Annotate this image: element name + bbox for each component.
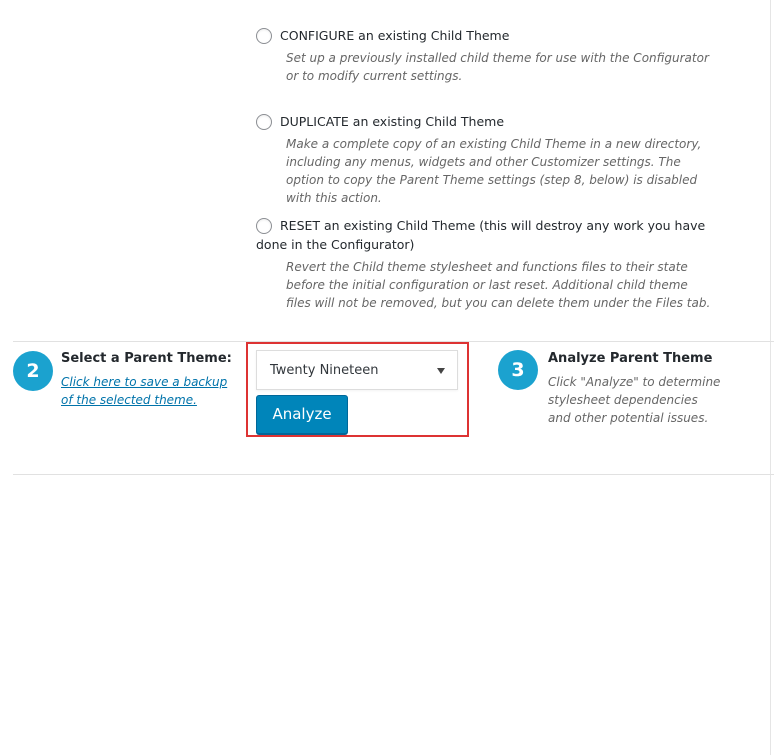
step-3-badge: 3 <box>498 350 538 390</box>
parent-theme-select-value: Twenty Nineteen <box>270 363 379 378</box>
reset-title: RESET an existing Child Theme (this will destroy any work you have done in the Configurator) <box>256 218 706 252</box>
parent-theme-select[interactable] <box>256 350 458 390</box>
configure-title: CONFIGURE an existing Child Theme <box>280 28 510 43</box>
caret-down-icon <box>437 368 445 374</box>
step-2-title: Select a Parent Theme: <box>61 351 232 366</box>
duplicate-title: DUPLICATE an existing Child Theme <box>280 114 505 129</box>
backup-theme-link[interactable]: Click here to save a backup of the selected theme. <box>61 375 228 407</box>
reset-description: Revert the Child theme stylesheet and functions files to their state before the initial configuration or last reset. Additional child theme files will not be removed, but you can delete them under the Files tab. <box>286 260 711 310</box>
option-reset[interactable] <box>256 218 714 312</box>
step-3-title: Analyze Parent Theme <box>548 351 713 366</box>
step-2-badge: 2 <box>13 351 53 391</box>
option-duplicate[interactable] <box>256 114 714 207</box>
section-divider-bottom <box>13 474 774 475</box>
analyze-button[interactable]: Analyze <box>256 395 348 434</box>
option-configure[interactable] <box>256 28 714 85</box>
duplicate-description: Make a complete copy of an existing Child Theme in a new directory, including any menus, widgets and other Customizer settings. The option to copy the Parent Theme settings (step 8, below) is disabled with this action. <box>286 137 702 205</box>
step-3-description: Click "Analyze" to determine stylesheet dependencies and other potential issues. <box>548 375 721 425</box>
page-right-border <box>770 0 771 755</box>
configure-description: Set up a previously installed child theme for use with the Configurator or to modify current settings. <box>286 51 709 83</box>
